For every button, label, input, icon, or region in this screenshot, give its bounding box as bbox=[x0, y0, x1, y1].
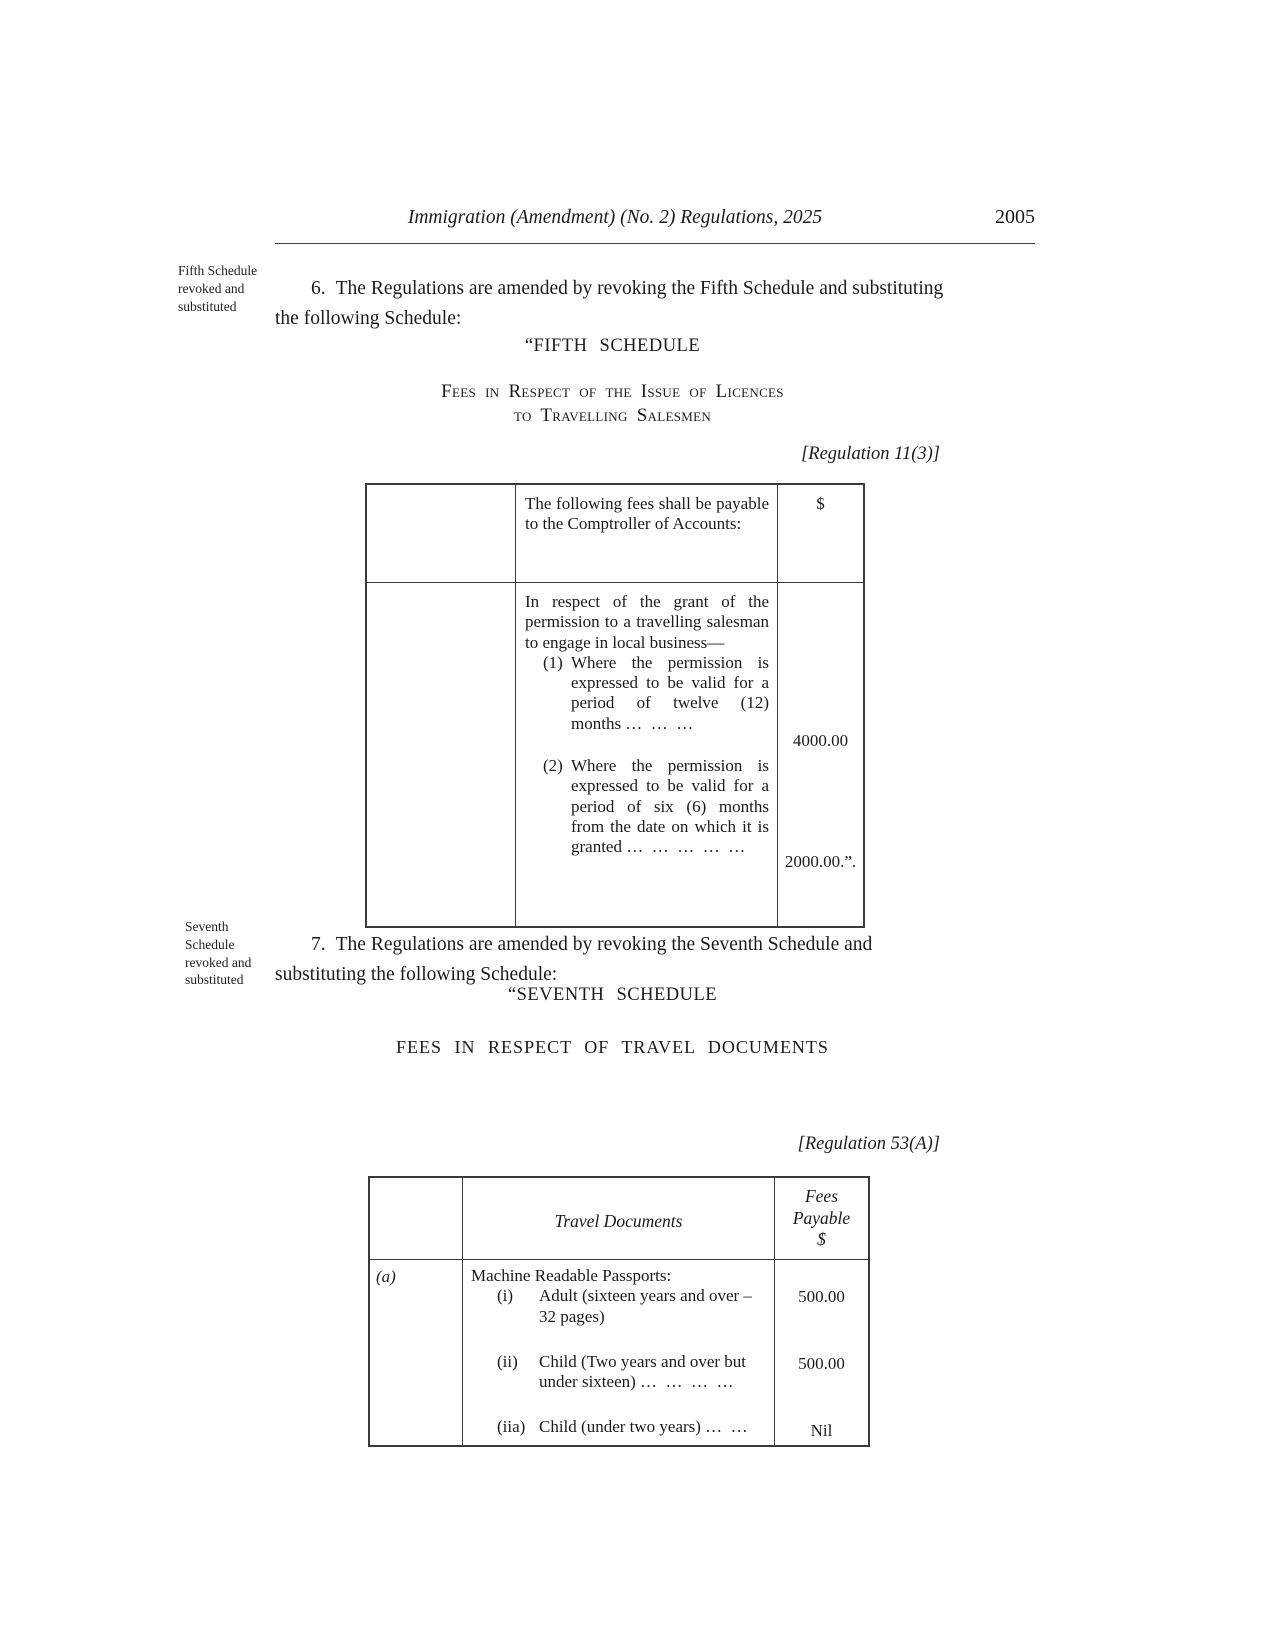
list-item bbox=[497, 1286, 766, 1327]
section-6-number: 6. bbox=[311, 277, 326, 299]
table-intro-text: In respect of the grant of the permission to a travelling salesman to engage in local business— bbox=[525, 592, 769, 652]
list-item bbox=[497, 1352, 766, 1393]
table-cell-description bbox=[462, 1260, 774, 1445]
list-item bbox=[531, 653, 769, 734]
fifth-schedule-subtitle-line1: Fees in Respect of the Issue of Licences bbox=[441, 381, 784, 402]
fee-amount: Nil bbox=[810, 1421, 833, 1440]
list-item bbox=[531, 756, 769, 857]
item-label: (i) bbox=[497, 1286, 514, 1306]
table-intro-text: Machine Readable Passports: bbox=[471, 1266, 672, 1285]
table-row bbox=[370, 1178, 868, 1259]
table-row bbox=[370, 1259, 868, 1445]
section-6-paragraph bbox=[275, 274, 955, 334]
fee-amount: 500.00 bbox=[798, 1354, 845, 1373]
column-header-fees-payable bbox=[774, 1178, 868, 1259]
regulation-reference-53-a: [Regulation 53(A)] bbox=[797, 1134, 940, 1154]
column-header-travel-documents: Travel Documents bbox=[462, 1178, 774, 1259]
page-number: 2005 bbox=[995, 206, 1035, 228]
section-7-number: 7. bbox=[311, 933, 326, 955]
fees-currency-symbol: $ bbox=[817, 1229, 826, 1250]
row-label: (a) bbox=[376, 1267, 396, 1286]
table-cell-fees bbox=[777, 583, 863, 926]
item-label: (ii) bbox=[497, 1351, 518, 1371]
seventh-schedule-fees-table bbox=[368, 1176, 870, 1447]
item-label: (1) bbox=[543, 652, 563, 672]
margin-note-fifth-schedule: Fifth Schedule revoked and substituted bbox=[178, 263, 258, 314]
fee-amount: 2000.00.”. bbox=[784, 852, 857, 871]
fees-payable-label: Fees Payable bbox=[792, 1185, 851, 1228]
item-text: Adult (sixteen years and over – 32 pages) bbox=[539, 1286, 752, 1326]
fifth-schedule-title: “FIFTH SCHEDULE bbox=[524, 336, 701, 356]
section-7-paragraph bbox=[275, 930, 915, 990]
table-cell-empty bbox=[367, 485, 515, 582]
item-label: (2) bbox=[543, 756, 563, 776]
document-title: Immigration (Amendment) (No. 2) Regulations, 2025 bbox=[407, 207, 823, 228]
margin-note-seventh-schedule: Seventh Schedule revoked and substituted bbox=[185, 919, 252, 988]
fifth-schedule-fees-table bbox=[365, 483, 865, 928]
table-cell-empty bbox=[367, 583, 515, 926]
item-text: Where the permission is expressed to be valid for a period of six (6) months from the date on which it is granted … … … … … bbox=[571, 756, 769, 857]
table-cell-fees bbox=[774, 1260, 868, 1445]
fee-amount: 500.00 bbox=[798, 1287, 845, 1306]
fifth-schedule-subtitle-line2: to Travelling Salesmen bbox=[513, 405, 712, 426]
list-item bbox=[497, 1417, 766, 1437]
seventh-schedule-subtitle: FEES IN RESPECT OF TRAVEL DOCUMENTS bbox=[396, 1037, 829, 1057]
item-text: Where the permission is expressed to be valid for a period of twelve (12) months … … … bbox=[571, 652, 769, 733]
item-label: (iia) bbox=[497, 1417, 526, 1437]
item-text: Child (under two years) … … bbox=[539, 1417, 748, 1437]
seventh-schedule-title: “SEVENTH SCHEDULE bbox=[507, 985, 718, 1005]
section-7-text: The Regulations are amended by revoking the Seventh Schedule and substituting the following Schedule: bbox=[275, 933, 873, 985]
currency-symbol: $ bbox=[777, 485, 863, 582]
regulation-reference-11-3: [Regulation 11(3)] bbox=[801, 444, 940, 464]
item-text: Child (Two years and over but under sixteen) … … … … bbox=[539, 1351, 747, 1392]
table-header-description: The following fees shall be payable to the Comptroller of Accounts: bbox=[515, 485, 777, 582]
table-cell-description bbox=[515, 583, 777, 926]
table-cell-empty bbox=[370, 1178, 462, 1259]
table-row bbox=[367, 582, 863, 926]
fee-amount: 4000.00 bbox=[792, 731, 849, 750]
header-rule bbox=[275, 243, 1035, 244]
section-6-text: The Regulations are amended by revoking the Fifth Schedule and substituting the following Schedule: bbox=[275, 277, 944, 329]
table-row bbox=[367, 485, 863, 582]
